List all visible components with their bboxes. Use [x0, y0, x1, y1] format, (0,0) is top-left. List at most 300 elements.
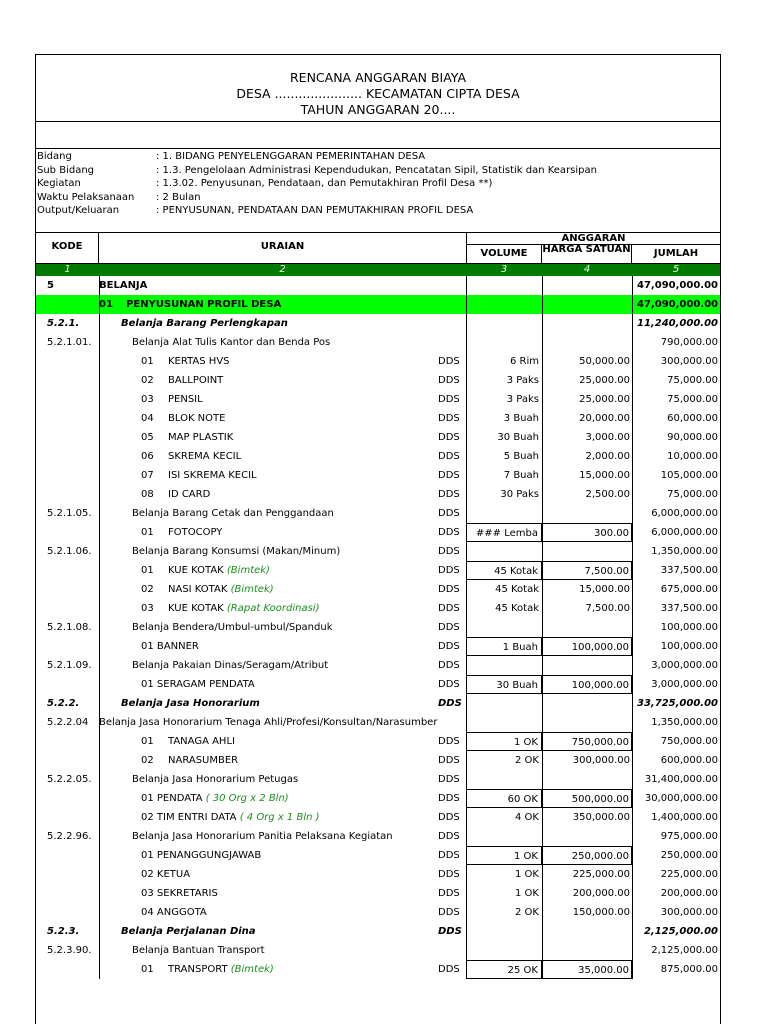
meta-value: : 1. BIDANG PENYELENGGARAN PEMERINTAHAN DESA	[156, 151, 426, 162]
cell-jumlah: 100,000.00	[632, 637, 720, 656]
cell-volume	[466, 713, 542, 732]
table-row	[36, 922, 720, 941]
cell-uraian	[99, 827, 438, 846]
cell-uraian	[99, 675, 438, 694]
item-description: 01 PENANGGUNGJAWAB	[141, 850, 262, 861]
cell-harga-satuan: 25,000.00	[542, 390, 632, 409]
item-description: NASI KOTAK	[168, 584, 228, 595]
item-number: 05	[141, 432, 154, 443]
item-description: BELANJA	[99, 280, 148, 291]
item-number: 03	[141, 394, 154, 405]
cell-harga-satuan: 225,000.00	[542, 865, 632, 884]
cell-kode: 5	[47, 280, 54, 291]
cell-uraian	[99, 466, 438, 485]
item-description: 04 ANGGOTA	[141, 907, 207, 918]
cell-jumlah: 75,000.00	[632, 371, 720, 390]
cell-jumlah: 337,500.00	[632, 561, 720, 580]
cell-source: DDS	[438, 641, 460, 652]
item-description: BALLPOINT	[168, 375, 224, 386]
cell-kode	[36, 371, 99, 390]
item-description: PENSIL	[168, 394, 203, 405]
meta-row	[36, 150, 720, 164]
cell-jumlah: 100,000.00	[632, 618, 720, 637]
item-description: ID CARD	[168, 489, 211, 500]
cell-volume: 7 Buah	[466, 466, 542, 485]
cell-kode: 5.2.2.	[47, 698, 80, 709]
cell-harga-satuan: 35,000.00	[542, 960, 632, 979]
item-description: NARASUMBER	[168, 755, 239, 766]
cell-uraian	[99, 656, 438, 675]
cell-harga-satuan: 100,000.00	[542, 675, 632, 694]
cell-harga-satuan	[542, 314, 632, 333]
cell-volume: 45 Kotak	[466, 580, 542, 599]
cell-kode	[36, 675, 99, 694]
meta-value: : 1.3. Pengelolaan Administrasi Kependudukan, Pencatatan Sipil, Statistik dan Kearsipan	[156, 164, 597, 176]
cell-jumlah: 60,000.00	[632, 409, 720, 428]
cell-jumlah: 337,500.00	[632, 599, 720, 618]
item-number: 08	[141, 489, 154, 500]
cell-source: DDS	[438, 527, 460, 538]
cell-source: DDS	[438, 394, 460, 405]
cell-jumlah: 875,000.00	[632, 960, 720, 979]
cell-volume: 6 Rim	[466, 352, 542, 371]
title-line-2: DESA ...................... KECAMATAN CIPTA DESA	[236, 86, 520, 101]
cell-harga-satuan: 250,000.00	[542, 846, 632, 865]
cell-jumlah: 1,350,000.00	[632, 542, 720, 561]
table-row	[36, 599, 720, 618]
item-number: 01	[99, 299, 113, 310]
cell-uraian	[99, 751, 438, 770]
cell-volume: 3 Paks	[466, 390, 542, 409]
cell-source: DDS	[438, 660, 460, 671]
meta-label: Waktu Pelaksanaan	[37, 191, 135, 203]
cell-kode	[36, 409, 99, 428]
col-header-anggaran: ANGGARAN	[466, 233, 720, 245]
item-number: 02	[141, 375, 154, 386]
cell-jumlah: 3,000,000.00	[632, 656, 720, 675]
item-description: ISI SKREMA KECIL	[168, 470, 257, 481]
cell-uraian	[99, 789, 438, 808]
column-number-row	[36, 263, 720, 276]
item-note: ( 4 Org x 1 Bln )	[239, 812, 320, 823]
item-description: Belanja Jasa Honorarium Petugas	[132, 774, 299, 785]
cell-volume: 3 Buah	[466, 409, 542, 428]
table-row	[36, 352, 720, 371]
cell-source: DDS	[438, 698, 462, 709]
cell-harga-satuan: 7,500.00	[542, 599, 632, 618]
item-description: 02 KETUA	[141, 869, 191, 880]
col-number: 1	[64, 264, 71, 275]
item-description: 01 SERAGAM PENDATA	[141, 679, 255, 690]
cell-jumlah: 1,400,000.00	[632, 808, 720, 827]
cell-jumlah: 105,000.00	[632, 466, 720, 485]
table-row	[36, 846, 720, 865]
cell-harga-satuan: 300.00	[542, 523, 632, 542]
item-description: MAP PLASTIK	[168, 432, 234, 443]
meta-label: Bidang	[37, 151, 72, 162]
cell-uraian	[99, 599, 438, 618]
cell-volume	[466, 314, 542, 333]
cell-harga-satuan: 15,000.00	[542, 466, 632, 485]
cell-source: DDS	[438, 451, 460, 462]
cell-volume: 2 OK	[466, 751, 542, 770]
cell-harga-satuan: 3,000.00	[542, 428, 632, 447]
item-description: SKREMA KECIL	[168, 451, 242, 462]
cell-harga-satuan	[542, 941, 632, 960]
cell-source: DDS	[438, 356, 460, 367]
cell-source: DDS	[438, 470, 460, 481]
blank-row	[36, 122, 720, 149]
cell-harga-satuan: 750,000.00	[542, 732, 632, 751]
cell-jumlah: 6,000,000.00	[632, 504, 720, 523]
cell-harga-satuan	[542, 295, 632, 314]
item-description: TRANSPORT	[168, 964, 228, 975]
cell-kode	[36, 352, 99, 371]
table-row	[36, 732, 720, 751]
cell-volume: 1 OK	[466, 884, 542, 903]
col-header-harga-satuan: HARGA SATUAN	[542, 245, 632, 263]
cell-harga-satuan: 7,500.00	[542, 561, 632, 580]
item-note: (Bimtek)	[230, 964, 274, 975]
cell-source: DDS	[438, 584, 460, 595]
cell-source: DDS	[438, 850, 460, 861]
table-row	[36, 808, 720, 827]
cell-harga-satuan	[542, 618, 632, 637]
table-row	[36, 656, 720, 675]
cell-uraian	[99, 333, 438, 352]
table-row	[36, 827, 720, 846]
meta-value: : 1.3.02. Penyusunan, Pendataan, dan Pemutakhiran Profil Desa **)	[156, 178, 493, 189]
cell-kode	[36, 466, 99, 485]
cell-uraian	[99, 276, 438, 295]
cell-source: DDS	[438, 603, 460, 614]
cell-harga-satuan	[542, 656, 632, 675]
cell-uraian	[99, 846, 438, 865]
table-row	[36, 580, 720, 599]
table-row	[36, 276, 720, 295]
cell-source	[438, 295, 466, 314]
cell-jumlah: 6,000,000.00	[632, 523, 720, 542]
cell-volume	[466, 276, 542, 295]
cell-kode	[36, 960, 99, 979]
cell-volume: 1 OK	[466, 846, 542, 865]
table-row	[36, 884, 720, 903]
table-row	[36, 561, 720, 580]
cell-kode	[36, 428, 99, 447]
cell-volume: 60 OK	[466, 789, 542, 808]
cell-kode	[36, 599, 99, 618]
cell-uraian	[99, 371, 438, 390]
item-description: Belanja Jasa Honorarium	[121, 698, 260, 709]
table-row	[36, 371, 720, 390]
meta-label: Sub Bidang	[37, 164, 95, 176]
cell-harga-satuan	[542, 827, 632, 846]
table-row	[36, 314, 720, 333]
item-description: Belanja Bendera/Umbul-umbul/Spanduk	[132, 622, 333, 633]
cell-volume: 25 OK	[466, 960, 542, 979]
cell-uraian	[99, 903, 438, 922]
cell-volume	[466, 941, 542, 960]
cell-source: DDS	[438, 375, 460, 386]
cell-jumlah: 750,000.00	[632, 732, 720, 751]
cell-kode: 5.2.3.90.	[47, 945, 92, 956]
cell-source: DDS	[438, 736, 460, 747]
cell-volume	[466, 542, 542, 561]
cell-kode	[36, 732, 99, 751]
item-note: (Bimtek)	[230, 584, 274, 595]
cell-volume: 3 Paks	[466, 371, 542, 390]
cell-jumlah: 31,400,000.00	[632, 770, 720, 789]
cell-source: DDS	[438, 755, 460, 766]
cell-kode	[36, 523, 99, 542]
item-description: BLOK NOTE	[168, 413, 226, 424]
cell-uraian	[99, 485, 438, 504]
col-header-uraian: URAIAN	[260, 241, 305, 252]
cell-uraian	[99, 960, 438, 979]
cell-volume	[466, 694, 542, 713]
meta-row	[36, 177, 720, 191]
item-description: Belanja Pakaian Dinas/Seragam/Atribut	[132, 660, 329, 671]
item-description: Belanja Perjalanan Dina	[121, 926, 256, 937]
cell-volume: 2 OK	[466, 903, 542, 922]
cell-source	[438, 314, 466, 333]
cell-harga-satuan	[542, 694, 632, 713]
table-row	[36, 751, 720, 770]
cell-source: DDS	[438, 679, 460, 690]
item-description: Belanja Jasa Honorarium Panitia Pelaksana Kegiatan	[132, 831, 393, 842]
cell-kode: 5.2.1.01.	[47, 337, 92, 348]
item-description: KERTAS HVS	[168, 356, 230, 367]
item-description: 01 BANNER	[141, 641, 199, 652]
cell-volume	[466, 295, 542, 314]
cell-uraian	[99, 561, 438, 580]
table-row	[36, 675, 720, 694]
meta-block	[36, 150, 720, 218]
cell-jumlah: 90,000.00	[632, 428, 720, 447]
cell-kode: 5.2.2.96.	[47, 831, 92, 842]
item-number: 01	[141, 565, 154, 576]
cell-uraian	[99, 390, 438, 409]
cell-source: DDS	[438, 812, 460, 823]
cell-uraian	[99, 542, 438, 561]
item-description: Belanja Alat Tulis Kantor dan Benda Pos	[132, 337, 331, 348]
cell-volume: 45 Kotak	[466, 599, 542, 618]
cell-jumlah: 300,000.00	[632, 352, 720, 371]
cell-source: DDS	[438, 508, 460, 519]
table-row	[36, 903, 720, 922]
cell-uraian	[99, 409, 438, 428]
cell-kode: 5.2.1.06.	[47, 546, 92, 557]
cell-kode	[36, 485, 99, 504]
budget-table	[36, 276, 720, 979]
item-description: FOTOCOPY	[168, 527, 223, 538]
item-number: 02	[141, 755, 154, 766]
cell-source: DDS	[438, 432, 460, 443]
table-row	[36, 960, 720, 979]
cell-kode	[36, 884, 99, 903]
cell-harga-satuan	[542, 542, 632, 561]
item-number: 02	[141, 584, 154, 595]
cell-jumlah: 200,000.00	[632, 884, 720, 903]
cell-volume	[466, 504, 542, 523]
table-row	[36, 941, 720, 960]
cell-jumlah: 790,000.00	[632, 333, 720, 352]
cell-kode	[36, 580, 99, 599]
cell-harga-satuan: 2,000.00	[542, 447, 632, 466]
item-description: TANAGA AHLI	[168, 736, 235, 747]
item-note: (Bimtek)	[226, 565, 270, 576]
item-number: 03	[141, 603, 154, 614]
cell-uraian	[99, 941, 438, 960]
cell-harga-satuan: 25,000.00	[542, 371, 632, 390]
cell-source: DDS	[438, 926, 462, 937]
col-number: 2	[279, 264, 286, 275]
cell-volume: 1 OK	[466, 732, 542, 751]
item-number: 01	[141, 736, 154, 747]
table-row	[36, 447, 720, 466]
cell-uraian	[99, 770, 438, 789]
item-number: 06	[141, 451, 154, 462]
cell-source: DDS	[438, 413, 460, 424]
rab-sheet	[35, 54, 721, 1024]
cell-volume: 30 Paks	[466, 485, 542, 504]
cell-source: DDS	[438, 907, 460, 918]
cell-harga-satuan: 100,000.00	[542, 637, 632, 656]
cell-harga-satuan: 15,000.00	[542, 580, 632, 599]
cell-kode: 5.2.1.09.	[47, 660, 92, 671]
col-number: 5	[672, 264, 680, 275]
item-description: Belanja Bantuan Transport	[132, 945, 265, 956]
cell-kode	[36, 390, 99, 409]
cell-volume: 1 OK	[466, 865, 542, 884]
cell-kode	[36, 846, 99, 865]
cell-source: DDS	[438, 964, 460, 975]
table-row	[36, 466, 720, 485]
cell-jumlah: 675,000.00	[632, 580, 720, 599]
cell-jumlah: 300,000.00	[632, 903, 720, 922]
cell-kode	[36, 447, 99, 466]
cell-kode: 5.2.1.	[47, 318, 80, 329]
item-description: KUE KOTAK	[168, 565, 224, 576]
cell-source: DDS	[438, 774, 460, 785]
cell-uraian	[99, 352, 438, 371]
title-line-3: TAHUN ANGGARAN 20....	[300, 102, 456, 117]
item-number: 07	[141, 470, 154, 481]
item-number: 01	[141, 356, 154, 367]
col-header-kode: KODE	[36, 233, 99, 263]
cell-volume	[466, 770, 542, 789]
cell-uraian	[99, 637, 438, 656]
table-row	[36, 409, 720, 428]
cell-harga-satuan	[542, 504, 632, 523]
cell-source: DDS	[438, 565, 460, 576]
item-number: 04	[141, 413, 154, 424]
item-description: KUE KOTAK	[168, 603, 224, 614]
cell-volume	[466, 656, 542, 675]
meta-value: : 2 Bulan	[156, 191, 201, 203]
cell-uraian	[99, 314, 438, 333]
cell-volume: 4 OK	[466, 808, 542, 827]
cell-harga-satuan: 300,000.00	[542, 751, 632, 770]
cell-volume: ### Lemba	[466, 523, 542, 542]
meta-value: : PENYUSUNAN, PENDATAAN DAN PEMUTAKHIRAN PROFIL DESA	[156, 205, 474, 216]
item-description: PENYUSUNAN PROFIL DESA	[126, 299, 282, 310]
cell-harga-satuan	[542, 922, 632, 941]
cell-jumlah: 3,000,000.00	[632, 675, 720, 694]
cell-uraian	[99, 504, 438, 523]
cell-uraian	[99, 808, 438, 827]
item-description: Belanja Barang Konsumsi (Makan/Minum)	[132, 546, 341, 557]
cell-uraian	[99, 447, 438, 466]
cell-harga-satuan	[542, 333, 632, 352]
cell-uraian	[99, 884, 438, 903]
table-row	[36, 390, 720, 409]
cell-jumlah: 225,000.00	[632, 865, 720, 884]
cell-jumlah: 2,125,000.00	[632, 922, 720, 941]
cell-harga-satuan	[542, 276, 632, 295]
item-number: 01	[141, 527, 154, 538]
cell-kode	[36, 561, 99, 580]
item-description: 03 SEKRETARIS	[141, 888, 218, 899]
table-row	[36, 770, 720, 789]
cell-kode	[36, 903, 99, 922]
cell-jumlah: 10,000.00	[632, 447, 720, 466]
cell-source: DDS	[438, 622, 460, 633]
table-row	[36, 789, 720, 808]
title-line-1: RENCANA ANGGARAN BIAYA	[289, 70, 467, 85]
cell-volume: 5 Buah	[466, 447, 542, 466]
table-row	[36, 523, 720, 542]
cell-uraian	[99, 618, 438, 637]
table-row	[36, 542, 720, 561]
cell-jumlah: 33,725,000.00	[632, 694, 720, 713]
cell-harga-satuan: 20,000.00	[542, 409, 632, 428]
cell-volume: 1 Buah	[466, 637, 542, 656]
cell-volume: 45 Kotak	[466, 561, 542, 580]
item-description: Belanja Barang Cetak dan Penggandaan	[132, 508, 334, 519]
cell-volume	[466, 827, 542, 846]
cell-jumlah: 47,090,000.00	[632, 276, 720, 295]
cell-source: DDS	[438, 489, 460, 500]
meta-row	[36, 204, 720, 218]
cell-jumlah: 600,000.00	[632, 751, 720, 770]
cell-jumlah: 2,125,000.00	[632, 941, 720, 960]
item-note: (Rapat Koordinasi)	[226, 603, 320, 614]
cell-source	[438, 333, 466, 352]
table-row	[36, 428, 720, 447]
cell-kode: 5.2.2.04	[47, 717, 89, 728]
cell-harga-satuan: 350,000.00	[542, 808, 632, 827]
cell-uraian	[99, 428, 438, 447]
cell-volume	[466, 922, 542, 941]
cell-volume	[466, 333, 542, 352]
cell-uraian	[99, 713, 438, 732]
cell-jumlah: 75,000.00	[632, 390, 720, 409]
cell-source: DDS	[438, 869, 460, 880]
item-description: 01 PENDATA	[141, 793, 203, 804]
cell-jumlah: 30,000,000.00	[632, 789, 720, 808]
cell-source: DDS	[438, 546, 460, 557]
col-number: 3	[500, 264, 508, 275]
item-description: Belanja Barang Perlengkapan	[121, 318, 288, 329]
table-row	[36, 295, 720, 314]
cell-kode	[36, 808, 99, 827]
cell-kode	[36, 751, 99, 770]
cell-source	[438, 941, 466, 960]
cell-harga-satuan: 200,000.00	[542, 884, 632, 903]
table-row	[36, 637, 720, 656]
cell-kode	[36, 789, 99, 808]
